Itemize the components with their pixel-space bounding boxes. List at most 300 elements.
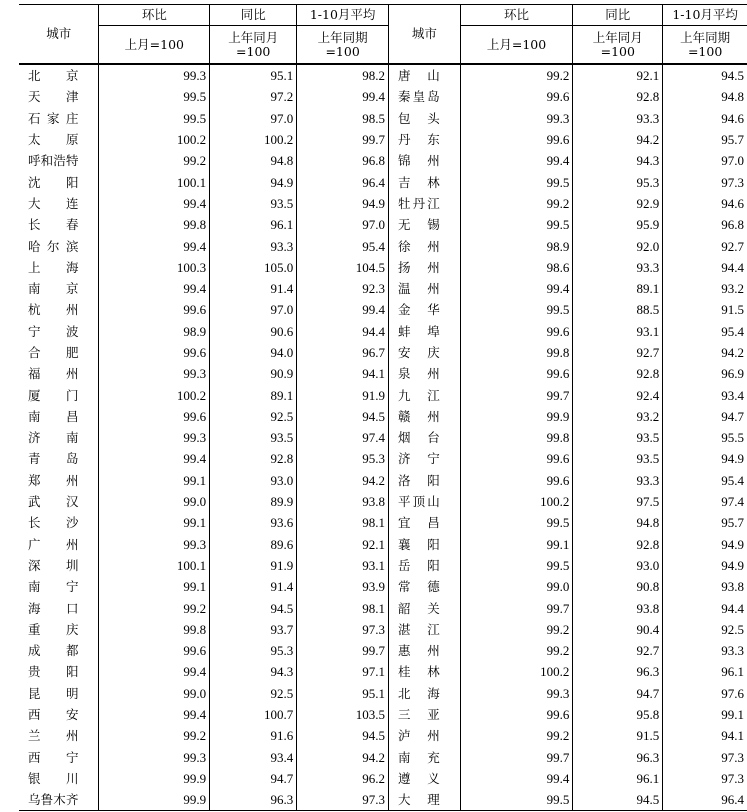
cell-yoy-right: 94.2 — [573, 129, 663, 150]
header-cum-base-right — [663, 26, 747, 65]
table-body — [19, 64, 747, 811]
cell-cum-right: 97.3 — [721, 749, 744, 765]
cell-yoy-left: 94.7 — [210, 768, 297, 789]
cell-city-right: 温州 — [389, 278, 461, 299]
cell-mom-right: 100.2 — [460, 491, 573, 512]
cell-cum-right: 94.5 — [721, 68, 744, 84]
cell-mom-left: 100.2 — [99, 384, 210, 405]
cell-cum-right: 94.4 — [721, 600, 744, 616]
cell-yoy-left: 94.8 — [210, 150, 297, 171]
cell-cum-right: 94.6 — [721, 110, 744, 126]
cell-mom-left: 99.4 — [99, 448, 210, 469]
cell-city-left: 南昌 — [19, 406, 99, 427]
header-mom-base-right: 上月=100 — [460, 26, 573, 65]
cell-mom-left: 99.3 — [99, 427, 210, 448]
table-row — [19, 640, 747, 661]
cell-city-right: 襄阳 — [389, 534, 461, 555]
cell-mom-left: 100.2 — [99, 129, 210, 150]
cell-city-left: 西安 — [19, 704, 99, 725]
cell-cum-left: 99.7 — [297, 129, 389, 150]
cell-cum-left: 93.9 — [297, 576, 389, 597]
cell-mom-right: 98.6 — [460, 257, 573, 278]
cell-city-left: 哈尔滨 — [19, 235, 99, 256]
table-row — [19, 448, 747, 469]
cell-mom-right: 98.9 — [460, 235, 573, 256]
cell-yoy-right: 92.8 — [573, 534, 663, 555]
cell-yoy-left: 89.1 — [210, 384, 297, 405]
cell-city-right: 金华 — [389, 299, 461, 320]
cell-city-left: 福州 — [19, 363, 99, 384]
cell-cum-right: 94.6 — [721, 195, 744, 211]
cell-yoy-left: 96.1 — [210, 214, 297, 235]
cell-city-right: 岳阳 — [389, 555, 461, 576]
cell-mom-left: 99.3 — [99, 747, 210, 768]
cell-mom-left: 100.3 — [99, 257, 210, 278]
cell-city-left: 厦门 — [19, 384, 99, 405]
cell-cum-left: 103.5 — [297, 704, 389, 725]
cell-yoy-right: 96.1 — [573, 768, 663, 789]
cell-city-left: 沈阳 — [19, 171, 99, 192]
cell-mom-right: 99.0 — [460, 576, 573, 597]
cell-yoy-right: 94.7 — [573, 683, 663, 704]
cell-city-right: 大理 — [389, 789, 461, 811]
cell-mom-right: 99.6 — [460, 129, 573, 150]
cell-mom-right: 99.3 — [460, 108, 573, 129]
cell-mom-right: 99.5 — [460, 789, 573, 811]
cell-cum-left: 98.1 — [297, 512, 389, 533]
cell-cum-left: 97.3 — [297, 789, 389, 811]
cell-cum-left: 92.3 — [297, 278, 389, 299]
cell-city-left: 武汉 — [19, 491, 99, 512]
cell-yoy-left: 94.0 — [210, 342, 297, 363]
cell-yoy-right: 93.1 — [573, 321, 663, 342]
cell-cum-left: 97.4 — [297, 427, 389, 448]
cell-yoy-left: 100.2 — [210, 129, 297, 150]
cell-mom-right: 99.2 — [460, 619, 573, 640]
cell-city-right: 徐州 — [389, 235, 461, 256]
cell-yoy-left: 91.6 — [210, 725, 297, 746]
cell-cum-right: 97.0 — [721, 153, 744, 169]
cell-city-right: 湛江 — [389, 619, 461, 640]
cell-yoy-right: 96.3 — [573, 747, 663, 768]
header-cum-base-line1: 上年同期 — [317, 29, 368, 45]
table-row — [19, 747, 747, 768]
cell-city-left: 大连 — [19, 193, 99, 214]
cell-mom-right: 99.7 — [460, 597, 573, 618]
cell-yoy-left: 105.0 — [210, 257, 297, 278]
cell-cum-left: 95.3 — [297, 448, 389, 469]
cell-city-right: 济宁 — [389, 448, 461, 469]
table-row — [19, 597, 747, 618]
cell-cum-left: 97.0 — [297, 214, 389, 235]
table-row — [19, 576, 747, 597]
header-mom-right: 环比 — [460, 5, 573, 26]
cell-mom-right: 99.5 — [460, 299, 573, 320]
cell-cum-left: 99.7 — [297, 640, 389, 661]
cell-city-right: 包头 — [389, 108, 461, 129]
cell-cum-left: 96.8 — [297, 150, 389, 171]
cell-yoy-right: 93.3 — [573, 257, 663, 278]
cell-mom-left: 99.1 — [99, 512, 210, 533]
cell-cum-right: 92.7 — [721, 238, 744, 254]
table-row — [19, 235, 747, 256]
cell-cum-left: 99.4 — [297, 299, 389, 320]
cell-mom-left: 99.4 — [99, 193, 210, 214]
cell-cum-right: 94.4 — [721, 259, 744, 275]
cell-mom-left: 99.5 — [99, 108, 210, 129]
cell-city-right: 九江 — [389, 384, 461, 405]
cell-yoy-left: 91.4 — [210, 278, 297, 299]
table-row — [19, 704, 747, 725]
cell-cum-right: 96.8 — [721, 217, 744, 233]
cell-mom-left: 99.9 — [99, 768, 210, 789]
cell-yoy-left: 91.4 — [210, 576, 297, 597]
cell-yoy-right: 94.3 — [573, 150, 663, 171]
cell-cum-left: 94.2 — [297, 470, 389, 491]
cell-city-right: 韶关 — [389, 597, 461, 618]
cell-city-right: 牡丹江 — [389, 193, 461, 214]
cell-mom-left: 100.1 — [99, 555, 210, 576]
cell-cum-left: 98.2 — [297, 64, 389, 86]
cell-cum-right: 94.1 — [721, 728, 744, 744]
cell-mom-right: 99.6 — [460, 448, 573, 469]
cell-cum-left: 104.5 — [297, 257, 389, 278]
cell-city-left: 广州 — [19, 534, 99, 555]
table-header — [19, 5, 747, 65]
header-cum-base-line2: =100 — [325, 43, 360, 59]
cell-cum-left: 94.5 — [297, 406, 389, 427]
cell-mom-left: 99.4 — [99, 278, 210, 299]
cell-city-left: 长春 — [19, 214, 99, 235]
cell-cum-right: 97.6 — [721, 685, 744, 701]
header-cum-base-left — [297, 26, 389, 65]
table-row — [19, 214, 747, 235]
table-row — [19, 725, 747, 746]
cell-yoy-left: 93.5 — [210, 427, 297, 448]
cell-mom-left: 99.6 — [99, 406, 210, 427]
table-row — [19, 470, 747, 491]
cell-mom-right: 99.2 — [460, 725, 573, 746]
cell-mom-left: 99.3 — [99, 534, 210, 555]
table-row — [19, 129, 747, 150]
cell-yoy-left: 93.4 — [210, 747, 297, 768]
cell-city-left: 郑州 — [19, 470, 99, 491]
cell-mom-left: 100.1 — [99, 171, 210, 192]
cell-mom-right: 99.1 — [460, 534, 573, 555]
cell-yoy-left: 94.9 — [210, 171, 297, 192]
table-row — [19, 64, 747, 86]
cell-city-right: 烟台 — [389, 427, 461, 448]
cell-mom-left: 99.0 — [99, 491, 210, 512]
cell-yoy-right: 93.5 — [573, 427, 663, 448]
header-yoy-left: 同比 — [210, 5, 297, 26]
cell-yoy-right: 93.3 — [573, 108, 663, 129]
cell-yoy-right: 92.8 — [573, 363, 663, 384]
table-row — [19, 683, 747, 704]
cell-yoy-right: 91.5 — [573, 725, 663, 746]
cell-city-right: 洛阳 — [389, 470, 461, 491]
header-yoy-base-right — [573, 26, 663, 65]
cell-yoy-right: 93.0 — [573, 555, 663, 576]
cell-yoy-right: 95.8 — [573, 704, 663, 725]
cell-city-right: 泉州 — [389, 363, 461, 384]
header-yoy-right: 同比 — [573, 5, 663, 26]
cell-cum-right: 94.8 — [721, 89, 744, 105]
cell-cum-right: 95.7 — [721, 132, 744, 148]
header-mom-left: 环比 — [99, 5, 210, 26]
table-row — [19, 406, 747, 427]
cell-mom-right: 99.6 — [460, 704, 573, 725]
cell-city-left: 西宁 — [19, 747, 99, 768]
table-row — [19, 534, 747, 555]
cell-city-right: 扬州 — [389, 257, 461, 278]
table-row — [19, 86, 747, 107]
table-row — [19, 384, 747, 405]
cell-yoy-right: 90.4 — [573, 619, 663, 640]
cell-cum-left: 94.5 — [297, 725, 389, 746]
cell-yoy-left: 93.6 — [210, 512, 297, 533]
cell-yoy-left: 89.9 — [210, 491, 297, 512]
table-row — [19, 619, 747, 640]
cell-yoy-right: 92.8 — [573, 86, 663, 107]
cell-cum-left: 97.3 — [297, 619, 389, 640]
header-yoy-base-left — [210, 26, 297, 65]
cell-yoy-right: 89.1 — [573, 278, 663, 299]
cell-cum-left: 99.4 — [297, 86, 389, 107]
cell-cum-left: 94.4 — [297, 321, 389, 342]
cell-mom-left: 99.4 — [99, 704, 210, 725]
table-row — [19, 193, 747, 214]
cell-yoy-left: 97.0 — [210, 108, 297, 129]
cell-cum-right: 91.5 — [721, 302, 744, 318]
cell-city-right: 遵义 — [389, 768, 461, 789]
cell-city-left: 石家庄 — [19, 108, 99, 129]
cell-cum-left: 96.4 — [297, 171, 389, 192]
cell-mom-right: 99.5 — [460, 171, 573, 192]
cell-city-left: 太原 — [19, 129, 99, 150]
table-row — [19, 512, 747, 533]
cell-cum-right: 96.9 — [721, 366, 744, 382]
cell-city-left: 兰州 — [19, 725, 99, 746]
header-yoy-base-line2: =100 — [600, 43, 635, 59]
cell-mom-right: 100.2 — [460, 661, 573, 682]
cell-mom-left: 99.9 — [99, 789, 210, 811]
cell-mom-left: 99.6 — [99, 342, 210, 363]
cell-mom-left: 99.3 — [99, 363, 210, 384]
cell-city-left: 昆明 — [19, 683, 99, 704]
cell-mom-right: 99.7 — [460, 384, 573, 405]
cell-yoy-left: 90.6 — [210, 321, 297, 342]
cell-yoy-left: 94.5 — [210, 597, 297, 618]
cell-mom-left: 99.5 — [99, 86, 210, 107]
header-cum-left: 1-10月平均 — [297, 5, 389, 26]
cell-city-right: 宜昌 — [389, 512, 461, 533]
cell-cum-right: 95.7 — [721, 515, 744, 531]
cell-mom-right: 99.2 — [460, 640, 573, 661]
cell-mom-right: 99.6 — [460, 86, 573, 107]
table-row — [19, 171, 747, 192]
cell-yoy-right: 92.1 — [573, 64, 663, 86]
cell-cum-right: 95.4 — [721, 323, 744, 339]
cell-yoy-right: 97.5 — [573, 491, 663, 512]
cell-cum-left: 94.1 — [297, 363, 389, 384]
cell-cum-right: 93.3 — [721, 643, 744, 659]
cell-city-left: 呼和浩特 — [19, 150, 99, 171]
cell-yoy-right: 95.9 — [573, 214, 663, 235]
header-city-left: 城市 — [19, 5, 99, 65]
cell-cum-right: 95.5 — [721, 430, 744, 446]
header-city-right: 城市 — [389, 5, 461, 65]
cell-mom-right: 99.9 — [460, 406, 573, 427]
cell-mom-right: 99.6 — [460, 321, 573, 342]
cell-cum-right: 93.8 — [721, 579, 744, 595]
cell-mom-right: 99.8 — [460, 427, 573, 448]
cell-mom-left: 99.3 — [99, 64, 210, 86]
cell-cum-right: 97.3 — [721, 770, 744, 786]
cell-mom-left: 99.1 — [99, 470, 210, 491]
cell-yoy-right: 93.2 — [573, 406, 663, 427]
cell-mom-right: 99.5 — [460, 214, 573, 235]
cell-city-left: 深圳 — [19, 555, 99, 576]
cell-cum-right: 96.1 — [721, 664, 744, 680]
header-yoy-base-line2: =100 — [236, 43, 271, 59]
cell-cum-right: 96.4 — [663, 789, 747, 811]
cell-city-right: 蚌埠 — [389, 321, 461, 342]
cell-yoy-left: 92.5 — [210, 683, 297, 704]
cell-cum-right: 92.5 — [721, 621, 744, 637]
cell-city-left: 乌鲁木齐 — [19, 789, 99, 811]
cell-cum-right: 94.7 — [721, 408, 744, 424]
cell-cum-right: 93.2 — [721, 281, 744, 297]
cell-cum-left: 93.1 — [297, 555, 389, 576]
table-row — [19, 789, 747, 811]
table-row — [19, 150, 747, 171]
cell-city-right: 北海 — [389, 683, 461, 704]
cell-mom-right: 99.6 — [460, 470, 573, 491]
cell-yoy-left: 90.9 — [210, 363, 297, 384]
cell-yoy-right: 93.5 — [573, 448, 663, 469]
cell-city-right: 三亚 — [389, 704, 461, 725]
cell-yoy-right: 88.5 — [573, 299, 663, 320]
cell-city-left: 上海 — [19, 257, 99, 278]
header-cum-base-line2: =100 — [687, 43, 723, 59]
cell-mom-right: 99.2 — [460, 193, 573, 214]
cell-cum-right: 94.9 — [721, 557, 744, 573]
cell-city-right: 桂林 — [389, 661, 461, 682]
cell-mom-right: 99.8 — [460, 342, 573, 363]
header-cum-base-line1: 上年同期 — [680, 29, 731, 45]
cell-cum-left: 96.7 — [297, 342, 389, 363]
cell-yoy-right: 93.8 — [573, 597, 663, 618]
cell-yoy-left: 95.1 — [210, 64, 297, 86]
cell-cum-right: 93.4 — [721, 387, 744, 403]
cell-yoy-left: 94.3 — [210, 661, 297, 682]
cell-cum-left: 96.2 — [297, 768, 389, 789]
cell-city-left: 宁波 — [19, 321, 99, 342]
cell-city-right: 常德 — [389, 576, 461, 597]
cell-cum-left: 95.4 — [297, 235, 389, 256]
cell-city-right: 惠州 — [389, 640, 461, 661]
header-yoy-base-line1: 上年同月 — [592, 29, 643, 45]
table-row — [19, 321, 747, 342]
cell-city-left: 海口 — [19, 597, 99, 618]
cell-mom-right: 99.4 — [460, 768, 573, 789]
table-row — [19, 299, 747, 320]
cell-city-left: 长沙 — [19, 512, 99, 533]
cell-city-left: 银川 — [19, 768, 99, 789]
cell-cum-left: 93.8 — [297, 491, 389, 512]
cell-cum-right: 94.9 — [721, 451, 744, 467]
cell-cum-right: 97.4 — [721, 494, 744, 510]
cell-yoy-left: 89.6 — [210, 534, 297, 555]
cell-cum-left: 98.1 — [297, 597, 389, 618]
header-mom-base-left: 上月=100 — [99, 26, 210, 65]
cell-city-right: 锦州 — [389, 150, 461, 171]
cell-city-right: 秦皇岛 — [389, 86, 461, 107]
cell-city-left: 南京 — [19, 278, 99, 299]
cell-city-left: 青岛 — [19, 448, 99, 469]
cell-city-right: 唐山 — [389, 64, 461, 86]
cell-mom-left: 99.6 — [99, 299, 210, 320]
cell-city-right: 安庆 — [389, 342, 461, 363]
cell-city-right: 南充 — [389, 747, 461, 768]
cell-yoy-right: 95.3 — [573, 171, 663, 192]
cell-yoy-right: 92.0 — [573, 235, 663, 256]
cell-city-left: 重庆 — [19, 619, 99, 640]
cell-mom-right: 99.2 — [460, 64, 573, 86]
cell-yoy-right: 94.8 — [573, 512, 663, 533]
cell-mom-left: 99.4 — [99, 661, 210, 682]
table-row — [19, 342, 747, 363]
cell-yoy-right: 94.5 — [573, 789, 663, 811]
cell-yoy-left: 93.5 — [210, 193, 297, 214]
cell-yoy-left: 92.5 — [210, 406, 297, 427]
cell-city-right: 平顶山 — [389, 491, 461, 512]
cell-mom-left: 99.1 — [99, 576, 210, 597]
cell-cum-right: 95.4 — [721, 472, 744, 488]
cell-mom-left: 99.4 — [99, 235, 210, 256]
cell-city-left: 南宁 — [19, 576, 99, 597]
cell-city-left: 合肥 — [19, 342, 99, 363]
cell-cum-left: 92.1 — [297, 534, 389, 555]
cell-city-right: 吉林 — [389, 171, 461, 192]
cell-mom-left: 99.8 — [99, 214, 210, 235]
cell-cum-left: 94.9 — [297, 193, 389, 214]
cell-cum-left: 94.2 — [297, 747, 389, 768]
cell-yoy-left: 91.9 — [210, 555, 297, 576]
cell-mom-left: 99.2 — [99, 725, 210, 746]
header-yoy-base-line1: 上年同月 — [228, 29, 279, 45]
cell-yoy-right: 92.9 — [573, 193, 663, 214]
cell-city-left: 杭州 — [19, 299, 99, 320]
table-row — [19, 108, 747, 129]
cell-cum-left: 97.1 — [297, 661, 389, 682]
cell-yoy-right: 90.8 — [573, 576, 663, 597]
cell-city-right: 泸州 — [389, 725, 461, 746]
cell-mom-right: 99.5 — [460, 555, 573, 576]
cell-yoy-right: 96.3 — [573, 661, 663, 682]
cell-mom-left: 99.2 — [99, 150, 210, 171]
cell-yoy-right: 93.3 — [573, 470, 663, 491]
cell-mom-right: 99.7 — [460, 747, 573, 768]
header-cum-right: 1-10月平均 — [663, 5, 747, 26]
cell-yoy-left: 97.0 — [210, 299, 297, 320]
cell-city-left: 贵阳 — [19, 661, 99, 682]
cell-yoy-left: 93.0 — [210, 470, 297, 491]
cell-cum-right: 97.3 — [721, 174, 744, 190]
cell-yoy-left: 93.3 — [210, 235, 297, 256]
price-index-table — [19, 4, 747, 811]
